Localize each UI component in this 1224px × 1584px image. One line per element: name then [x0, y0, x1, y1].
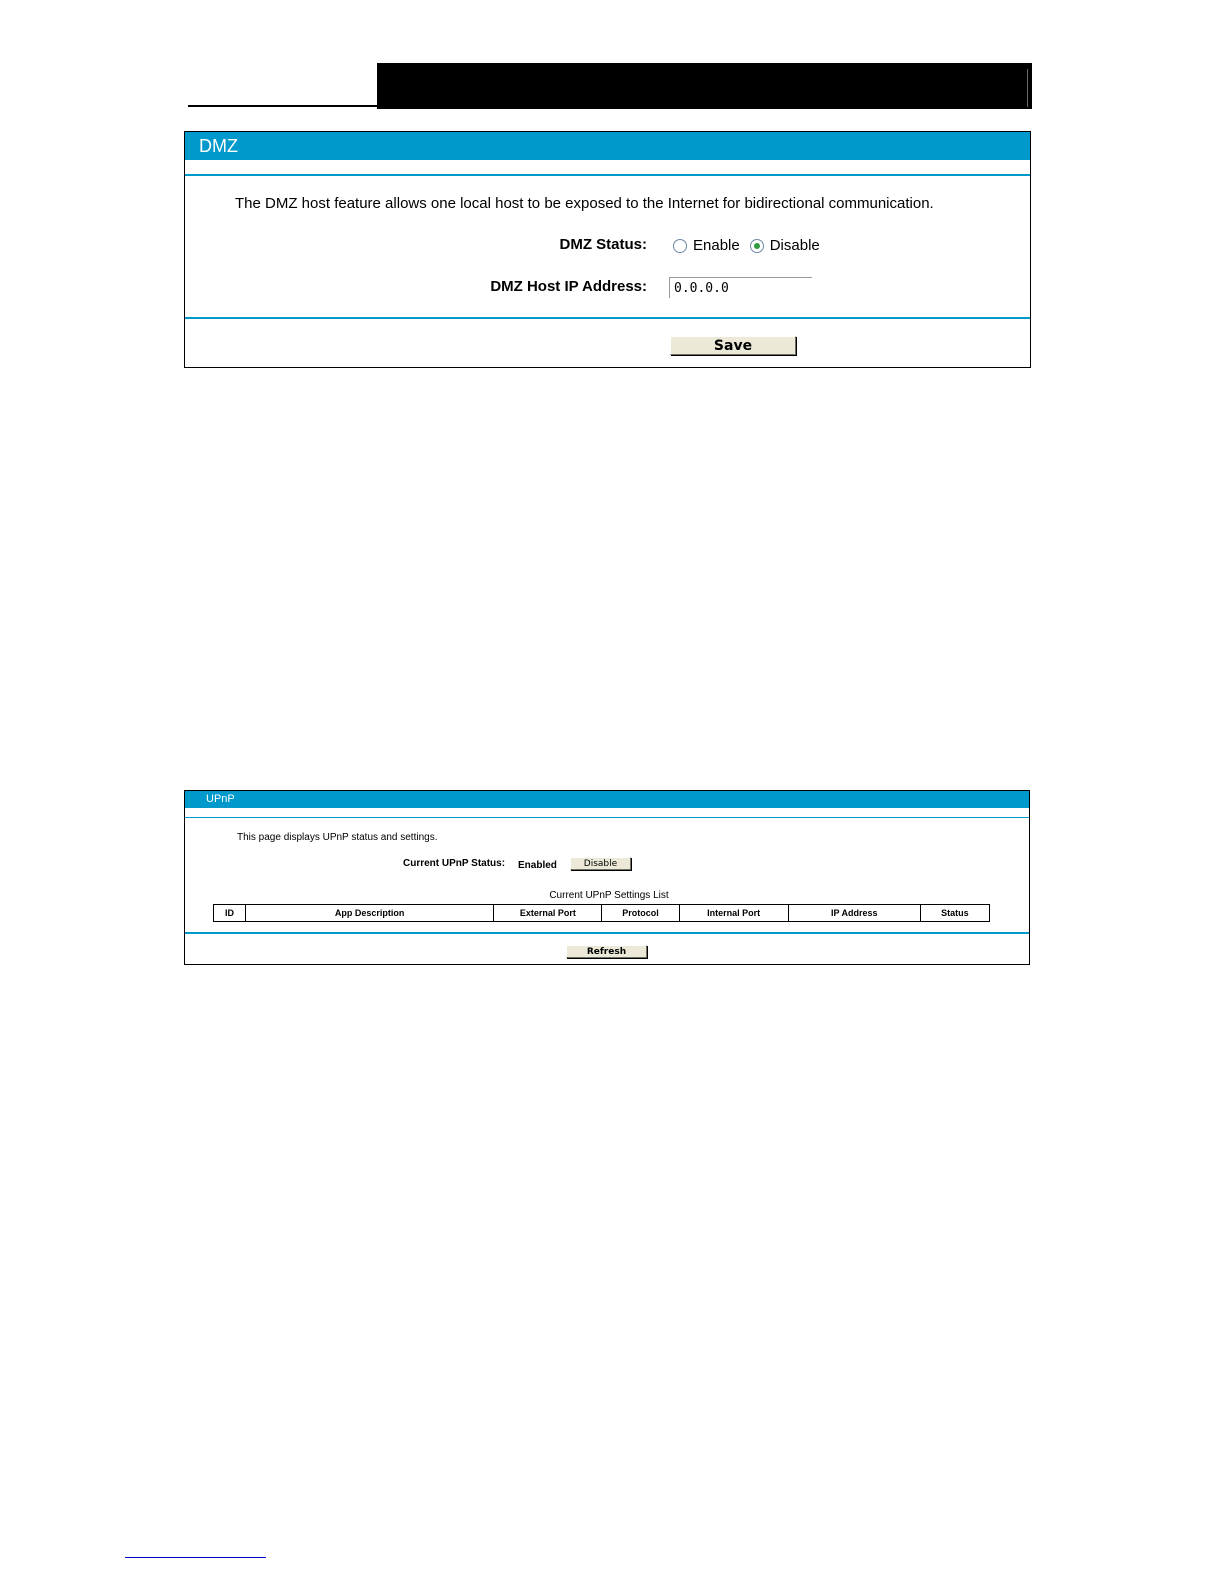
- upnp-panel: [184, 790, 1030, 965]
- upnp-bottom-divider: [185, 932, 1029, 934]
- dmz-disable-radio[interactable]: [750, 239, 764, 253]
- upnp-status-label: Current UPnP Status:: [403, 858, 506, 869]
- upnp-disable-button[interactable]: Disable: [570, 857, 631, 870]
- col-header-id: ID: [214, 905, 246, 922]
- dmz-host-ip-label: DMZ Host IP Address:: [490, 278, 647, 295]
- col-header-protocol: Protocol: [602, 905, 679, 922]
- upnp-table-header-row: [214, 905, 990, 922]
- upnp-list-title: [185, 890, 1029, 901]
- dmz-status-radio-group: [673, 237, 830, 254]
- dmz-enable-radio[interactable]: [673, 239, 687, 253]
- upnp-description: This page displays UPnP status and settings.: [237, 832, 438, 843]
- dmz-disable-label[interactable]: Disable: [769, 237, 820, 254]
- dmz-panel: [184, 131, 1031, 368]
- upnp-panel-title: UPnP: [185, 791, 1029, 808]
- dmz-panel-title: DMZ: [185, 132, 1030, 160]
- header-bar-edge: [1027, 69, 1028, 107]
- header-rule: [188, 105, 378, 107]
- header-bar: [377, 63, 1032, 109]
- dmz-host-ip-input[interactable]: [669, 277, 812, 298]
- save-button[interactable]: Save: [670, 336, 796, 355]
- refresh-button[interactable]: Refresh: [566, 945, 647, 958]
- upnp-list-title-text: Current UPnP Settings List: [549, 890, 669, 901]
- dmz-bottom-divider: [185, 317, 1030, 319]
- dmz-enable-label[interactable]: Enable: [693, 237, 740, 254]
- col-header-app-description: App Description: [246, 905, 494, 922]
- col-header-internal-port: Internal Port: [679, 905, 788, 922]
- dmz-description: The DMZ host feature allows one local host to be exposed to the Internet for bidirectional communication.: [235, 195, 934, 212]
- dmz-status-label: DMZ Status:: [559, 236, 647, 253]
- upnp-status-value: Enabled: [518, 860, 557, 871]
- dmz-top-divider: [185, 174, 1030, 176]
- col-header-ip-address: IP Address: [788, 905, 920, 922]
- col-header-status: Status: [920, 905, 989, 922]
- col-header-external-port: External Port: [494, 905, 602, 922]
- upnp-settings-table: [213, 904, 990, 922]
- footer-link-underline: [125, 1557, 266, 1558]
- upnp-top-divider: [185, 817, 1029, 818]
